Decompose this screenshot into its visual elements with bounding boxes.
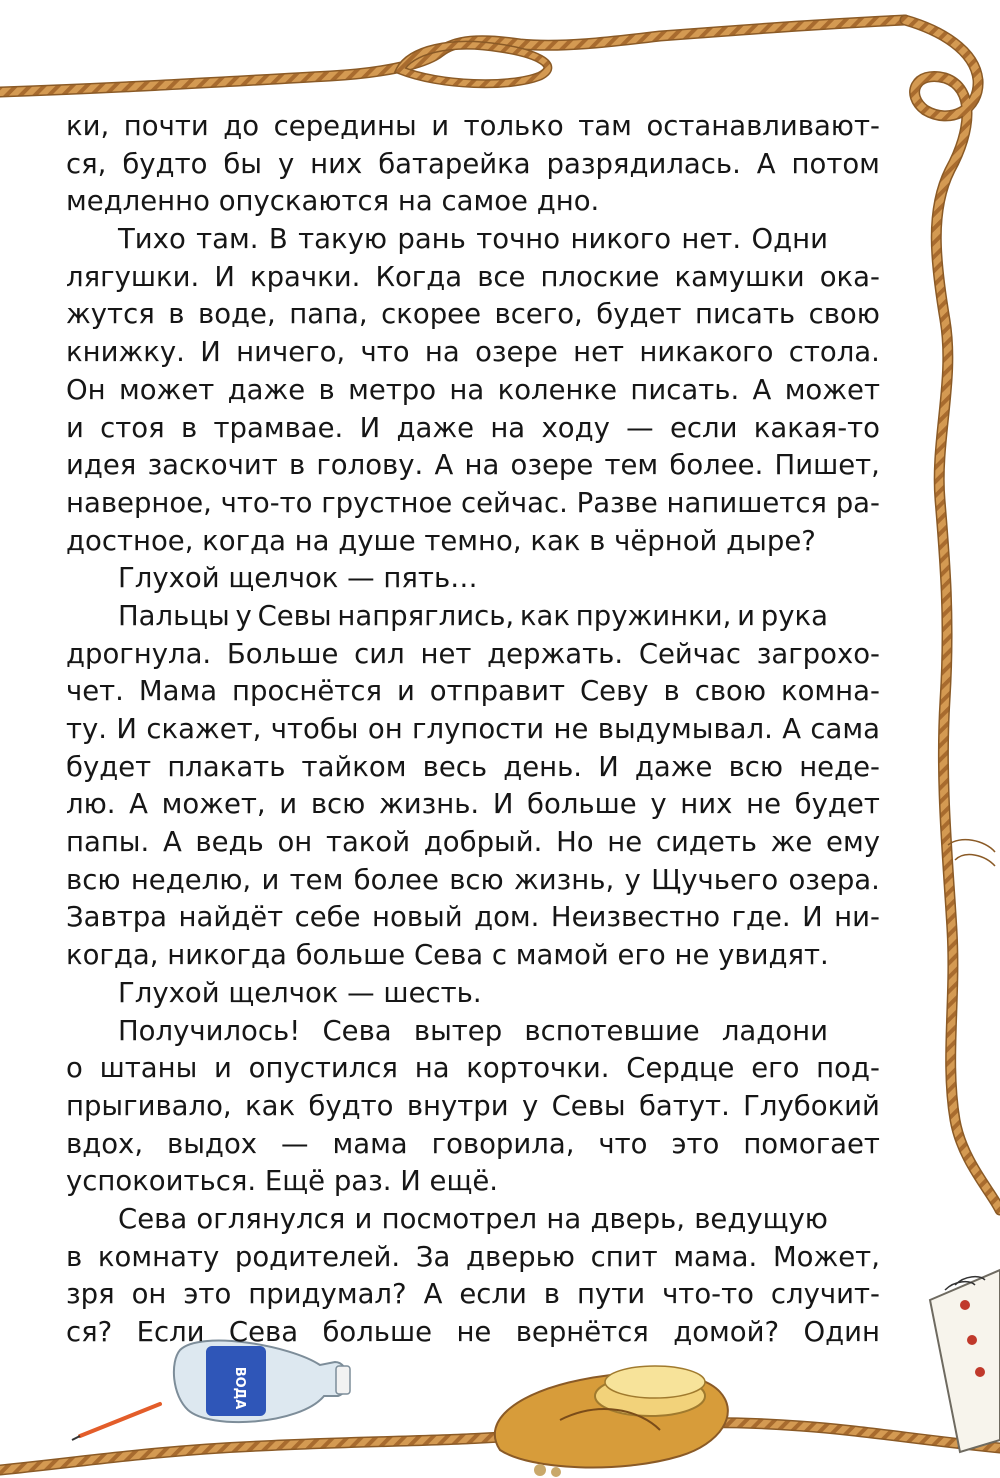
text-line: успокоиться. Ещё раз. И ещё. — [66, 1165, 499, 1198]
notepad-icon — [930, 1270, 1000, 1452]
water-bottle-icon — [174, 1341, 350, 1423]
text-line: в комнату родителей. За дверью спит мама. Может, — [66, 1240, 880, 1273]
text-line: ки, почти до середины и только там останавливают- — [66, 110, 880, 142]
text-line: книжку. И ничего, что на озере нет никакого стола. — [66, 336, 880, 369]
text-line: Завтра найдёт себе новый дом. Неизвестно где. И ни- — [66, 901, 880, 934]
text-line: Он может даже в метро на коленке писать. А может — [66, 373, 880, 406]
text-line: лю. А может, и всю жизнь. И больше у них не будет — [66, 788, 880, 821]
text-line: наверное, что-то грустное сейчас. Разве напишется ра- — [66, 486, 880, 519]
text-line: вдох, выдох — мама говорила, что это помогает — [66, 1127, 880, 1160]
text-line: Глухой щелчок — шесть. — [118, 976, 482, 1009]
sandwich-icon — [495, 1366, 728, 1477]
text-line: зря он это придумал? А если в пути что-то случит- — [66, 1278, 880, 1311]
text-line: ту. И скажет, чтобы он глупости не выдумывал. А сама — [66, 713, 880, 745]
rope-right — [905, 20, 1000, 1210]
text-line: Сева оглянулся и посмотрел на дверь, ведущую — [118, 1202, 828, 1235]
text-line: дрогнула. Больше сил нет держать. Сейчас загрохо- — [66, 637, 880, 670]
text-line: прыгивало, как будто внутри у Севы батут. Глубокий — [66, 1089, 880, 1122]
text-line: Глухой щелчок — пять… — [118, 562, 478, 595]
text-line: Получилось! Сева вытер вспотевшие ладони — [118, 1014, 828, 1047]
text-line: жутся в воде, папа, скорее всего, будет писать свою — [66, 298, 880, 331]
text-line: лягушки. И крачки. Когда все плоские камушки ока- — [66, 260, 880, 293]
text-line: чет. Мама проснётся и отправит Севу в свою комна- — [66, 675, 880, 708]
text-line: ся? Если Сева больше не вернётся домой? Один — [66, 1316, 880, 1348]
text-line: достное, когда на душе темно, как в чёрной дыре? — [66, 524, 816, 557]
text-line: идея заскочит в голову. А на озере тем более. Пишет, — [66, 449, 880, 482]
text-line: когда, никогда больше Сева с мамой его не увидят. — [66, 939, 829, 972]
pencil-icon — [72, 1404, 160, 1440]
story-text — [66, 108, 880, 1352]
text-line: медленно опускаются на самое дно. — [66, 185, 600, 218]
text-line: о штаны и опустился на корточки. Сердце его под- — [66, 1052, 880, 1085]
text-line: и стоя в трамвае. И даже на ходу — если какая-то — [66, 411, 880, 444]
text-line: будет плакать тайком весь день. И даже всю неде- — [66, 750, 880, 783]
text-line: ся, будто бы у них батарейка разрядилась. А потом — [66, 147, 880, 180]
text-line: Тихо там. В такую рань точно никого нет. Одни — [118, 223, 828, 256]
rope-top — [0, 20, 905, 92]
bottle-label: ВОДА — [232, 1366, 247, 1410]
text-line: папы. А ведь он такой добрый. Но не сидеть же ему — [66, 826, 880, 859]
text-line: Пальцы у Севы напряглись, как пружинки, и рука — [118, 599, 828, 632]
margin-sketch-icon — [948, 840, 995, 866]
text-line: всю неделю, и тем более всю жизнь, у Щучьего озера. — [66, 863, 880, 896]
